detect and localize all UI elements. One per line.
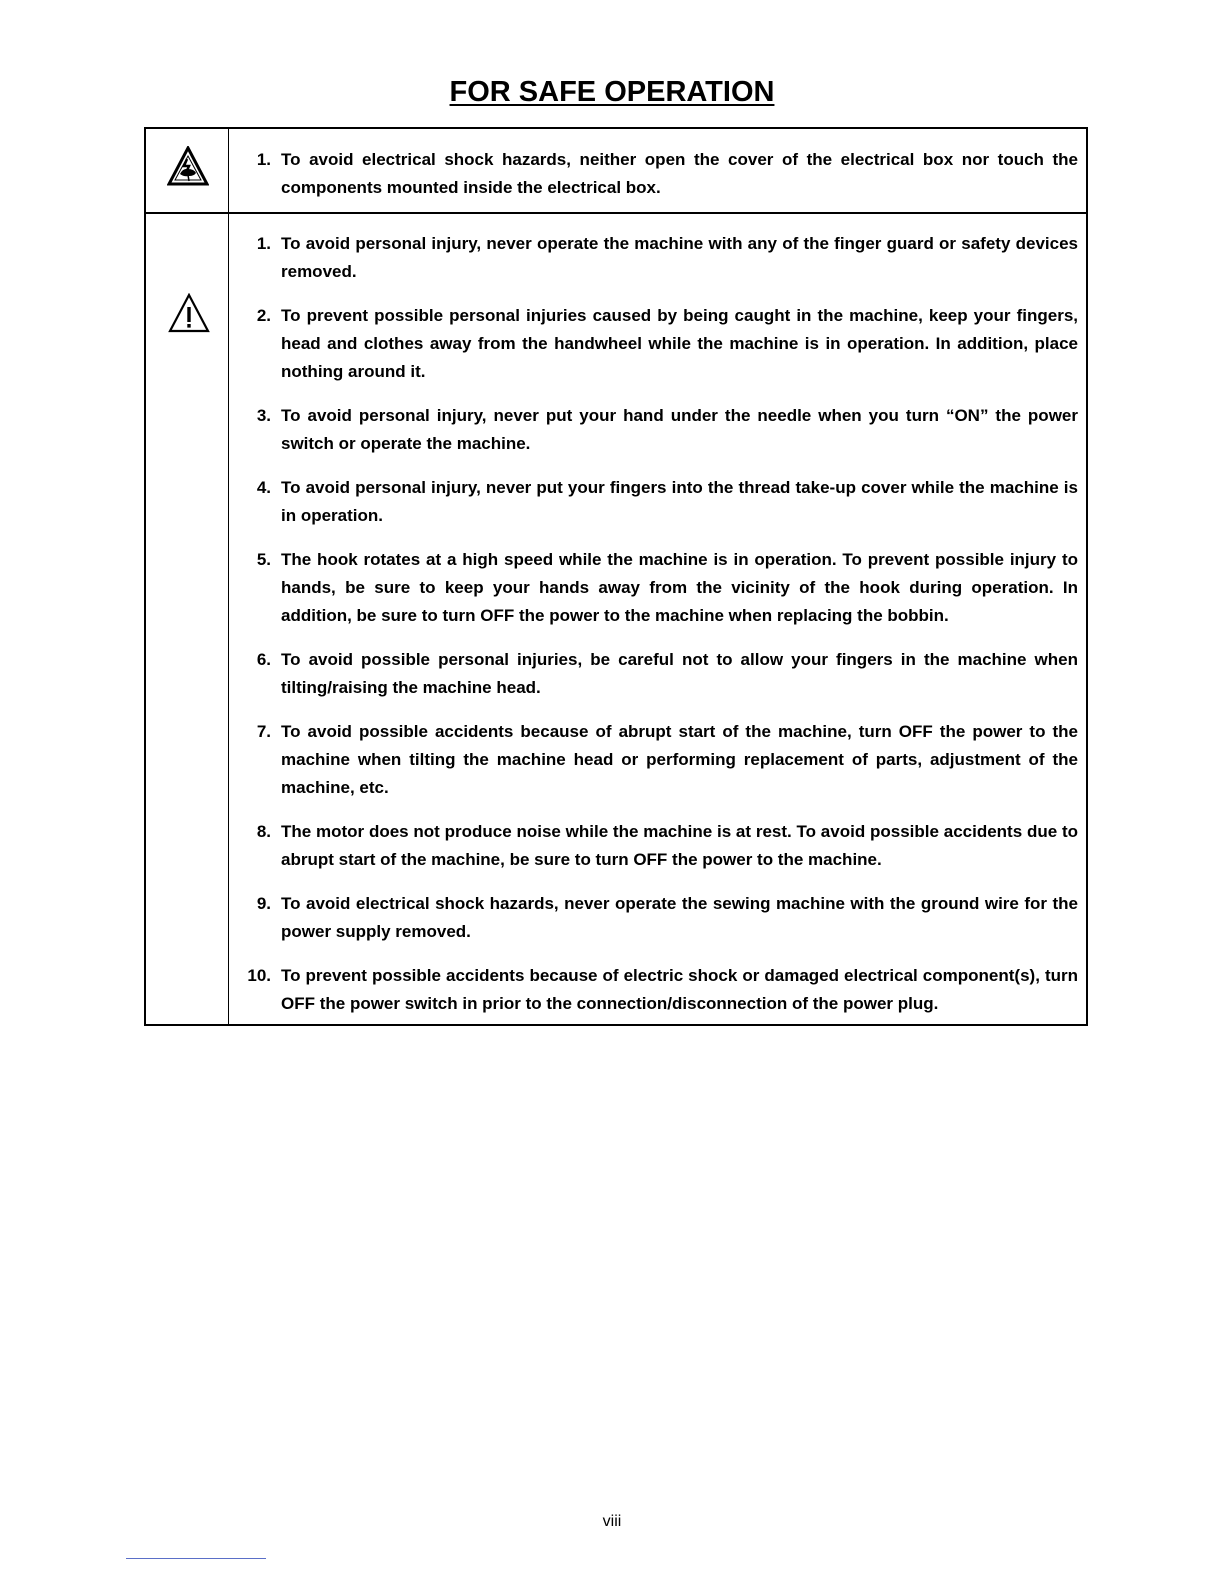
electric-shock-warning-icon: [167, 146, 209, 186]
list-item: [229, 302, 1086, 386]
item-text: To avoid possible accidents because of abrupt start of the machine, turn OFF the power to the machine when tilting the machine head or performing replacement of parts, adjustment of the machine, etc.: [281, 722, 1078, 797]
item-text: To prevent possible personal injuries caused by being caught in the machine, keep your fingers, head and clothes away from the handwheel while the machine is in operation. In addition, place nothing around it.: [281, 306, 1078, 381]
item-text: To avoid personal injury, never operate the machine with any of the finger guard or safety devices removed.: [281, 234, 1078, 281]
item-number: 10.: [247, 966, 271, 985]
item-text: To prevent possible accidents because of electric shock or damaged electrical component(s), turn OFF the power switch in prior to the connection/disconnection of the power plug.: [281, 966, 1078, 1013]
item-text: The hook rotates at a high speed while the machine is in operation. To prevent possible injury to hands, be sure to keep your hands away from the vicinity of the hook during operation. In addition, be sure to turn OFF the power to the machine when replacing the bobbin.: [281, 550, 1078, 625]
item-text: To avoid possible personal injuries, be careful not to allow your fingers in the machine when tilting/raising the machine head.: [281, 650, 1078, 697]
item-number: 3.: [256, 406, 271, 425]
safety-table: [144, 127, 1088, 1026]
item-text: The motor does not produce noise while the machine is at rest. To avoid possible accidents due to abrupt start of the machine, be sure to turn OFF the power to the machine.: [281, 822, 1078, 869]
item-number: 1.: [256, 150, 271, 169]
list-item: [229, 230, 1086, 286]
danger-icon-cell: [146, 129, 229, 212]
caution-exclamation-icon: [168, 293, 210, 333]
page-number: viii: [602, 1513, 622, 1530]
item-number: 9.: [256, 894, 271, 913]
footer-divider: [126, 1558, 266, 1559]
page-title: FOR SAFE OPERATION: [449, 76, 775, 108]
danger-section: [146, 129, 1086, 212]
list-item: [229, 146, 1086, 202]
list-item: [229, 818, 1086, 874]
list-item: [229, 546, 1086, 630]
list-item: [229, 718, 1086, 802]
list-item: [229, 474, 1086, 530]
item-number: 8.: [256, 822, 271, 841]
list-item: [229, 646, 1086, 702]
list-item: [229, 890, 1086, 946]
item-number: 6.: [256, 650, 271, 669]
item-number: 2.: [256, 306, 271, 325]
list-item: [229, 402, 1086, 458]
item-text: To avoid personal injury, never put your hand under the needle when you turn “ON” the power switch or operate the machine.: [281, 406, 1078, 453]
item-text: To avoid electrical shock hazards, never operate the sewing machine with the ground wire for the power supply removed.: [281, 894, 1078, 941]
item-number: 7.: [256, 722, 271, 741]
item-number: 5.: [256, 550, 271, 569]
list-item: [229, 962, 1086, 1018]
caution-icon-cell: [146, 214, 229, 1024]
item-number: 4.: [256, 478, 271, 497]
item-text: To avoid electrical shock hazards, neither open the cover of the electrical box nor touch the components mounted inside the electrical box.: [281, 150, 1078, 197]
caution-text-cell: [229, 214, 1086, 1024]
item-text: To avoid personal injury, never put your fingers into the thread take-up cover while the machine is in operation.: [281, 478, 1078, 525]
danger-text-cell: [229, 129, 1086, 212]
caution-section: [146, 212, 1086, 1024]
item-number: 1.: [256, 234, 271, 253]
